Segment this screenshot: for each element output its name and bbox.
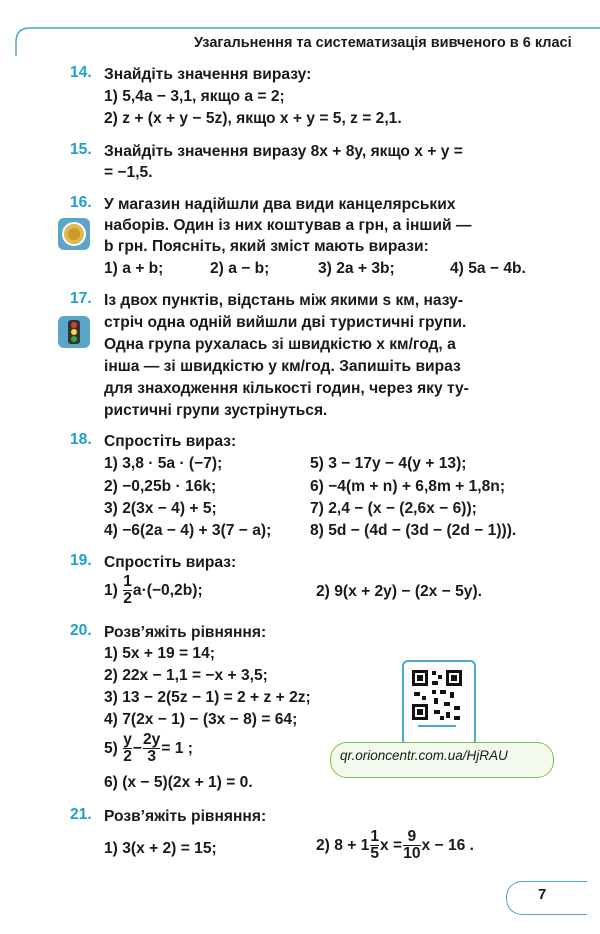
fraction-denominator: 5 xyxy=(370,845,380,863)
task-15-number: 15. xyxy=(70,141,92,158)
task-18-item-3: 3) 2(3x − 4) + 5; xyxy=(104,500,217,517)
task-20-title: Розв’яжіть рівняння: xyxy=(104,624,267,641)
task-19-item-1-rest: a·(−0,2b); xyxy=(132,582,203,599)
task-20-item-2: 2) 22x − 1,1 = −x + 3,5; xyxy=(104,667,268,684)
task-19-title: Спростіть вираз: xyxy=(104,554,237,571)
task-17-line-4: інша — зі швидкістю y км/год. Запишіть вираз xyxy=(104,358,461,375)
fraction-denominator: 2 xyxy=(123,748,132,766)
header-title: Узагальнення та систематизація вивченого в 6 класі xyxy=(194,35,572,51)
task-19-item-2: 2) 9(x + 2y) − (2x − 5y). xyxy=(316,583,482,600)
task-20-number: 20. xyxy=(70,622,92,639)
fraction xyxy=(143,732,160,765)
task-17-line-1: Із двох пунктів, відстань між якими s км, назу- xyxy=(104,292,464,309)
task-16-line-3: b грн. Поясніть, який зміст мають вирази: xyxy=(104,238,429,255)
fraction-numerator: y xyxy=(123,731,132,749)
task-18-item-4: 4) −6(2a − 4) + 3(7 − a); xyxy=(104,522,272,539)
fraction xyxy=(370,829,379,862)
task-18-item-5: 5) 3 − 17y − 4(y + 13); xyxy=(310,455,467,472)
task-16-option-3: 3) 2a + 3b; xyxy=(318,260,395,277)
task-21-item-2-mid: x = xyxy=(380,837,403,854)
task-16-line-1: У магазин надійшли два види канцелярських xyxy=(104,196,456,213)
task-17-line-2: стріч одна одній вийшли дві туристичні групи. xyxy=(104,314,467,331)
fraction-numerator: 1 xyxy=(370,828,380,846)
task-18-item-2: 2) −0,25b · 16k; xyxy=(104,478,217,495)
task-21-number: 21. xyxy=(70,806,92,823)
task-18-item-1: 1) 3,8 · 5a · (−7); xyxy=(104,455,223,472)
coin-icon xyxy=(58,218,90,250)
task-21-item-2 xyxy=(316,826,474,866)
traffic-light-icon xyxy=(58,316,90,348)
fraction-numerator: 2y xyxy=(143,731,161,749)
fraction-denominator: 2 xyxy=(123,590,132,608)
task-19-number: 19. xyxy=(70,552,92,569)
fraction xyxy=(123,574,132,607)
task-18-item-8: 8) 5d − (4d − (3d − (2d − 1))). xyxy=(310,522,517,539)
task-18-number: 18. xyxy=(70,431,92,448)
task-20-item-1: 1) 5x + 19 = 14; xyxy=(104,645,215,662)
task-20-item-4: 4) 7(2x − 1) − (3x − 8) = 64; xyxy=(104,711,298,728)
qr-url-link[interactable]: qr.orioncentr.com.ua/HjRAU xyxy=(340,748,508,763)
fraction-numerator: 9 xyxy=(407,828,417,846)
task-14-item-1: 1) 5,4a − 3,1, якщо a = 2; xyxy=(104,88,285,105)
task-21-item-1: 1) 3(x + 2) = 15; xyxy=(104,840,217,857)
page-number: 7 xyxy=(538,886,547,903)
fraction-numerator: 1 xyxy=(123,573,132,591)
task-21-item-2-prefix: 2) 8 + 1 xyxy=(316,837,370,854)
task-18-title: Спростіть вираз: xyxy=(104,433,237,450)
minus-sign: − xyxy=(132,740,142,757)
task-20-item-5 xyxy=(104,730,193,768)
task-19-item-1-prefix: 1) xyxy=(104,582,123,599)
task-20-item-5-prefix: 5) xyxy=(104,740,123,757)
page-number-frame xyxy=(506,881,587,915)
task-19-item-1 xyxy=(104,574,203,608)
task-14-item-2: 2) z + (x + y − 5z), якщо x + y = 5, z = 2,1. xyxy=(104,110,402,127)
task-17-number: 17. xyxy=(70,290,92,307)
task-20-item-5-rest: = 1 ; xyxy=(161,740,193,757)
task-18-item-6: 6) −4(m + n) + 6,8m + 1,8n; xyxy=(310,478,506,495)
qr-code-card xyxy=(402,660,476,746)
task-17-line-6: ристичні групи зустрінуться. xyxy=(104,402,328,419)
task-18-item-7: 7) 2,4 − (x − (2,6x − 6)); xyxy=(310,500,477,517)
task-21-title: Розв’яжіть рівняння: xyxy=(104,808,267,825)
task-20-item-3: 3) 13 − 2(5z − 1) = 2 + z + 2z; xyxy=(104,689,311,706)
task-16-line-2: наборів. Один із них коштував a грн, а інший — xyxy=(104,217,472,234)
task-17-line-3: Одна група рухалась зі швидкістю x км/год, а xyxy=(104,336,456,353)
task-14-prompt: Знайдіть значення виразу: xyxy=(104,66,312,83)
task-20-item-6: 6) (x − 5)(2x + 1) = 0. xyxy=(104,774,253,791)
qr-code-icon xyxy=(404,662,470,740)
task-21-item-2-rest: x − 16 . xyxy=(421,837,474,854)
task-16-number: 16. xyxy=(70,194,92,211)
fraction xyxy=(123,732,132,765)
fraction-denominator: 3 xyxy=(143,748,160,765)
task-17-line-5: для знаходження кількості годин, через яку ту- xyxy=(104,380,469,397)
task-16-option-2: 2) a − b; xyxy=(210,260,270,277)
task-14-number: 14. xyxy=(70,64,92,81)
fraction xyxy=(403,829,420,862)
fraction-denominator: 10 xyxy=(403,845,421,863)
task-16-option-4: 4) 5a − 4b. xyxy=(450,260,526,277)
task-15-line-2: = −1,5. xyxy=(104,164,153,181)
task-16-option-1: 1) a + b; xyxy=(104,260,164,277)
task-15-line-1: Знайдіть значення виразу 8x + 8y, якщо x + y = xyxy=(104,143,463,160)
